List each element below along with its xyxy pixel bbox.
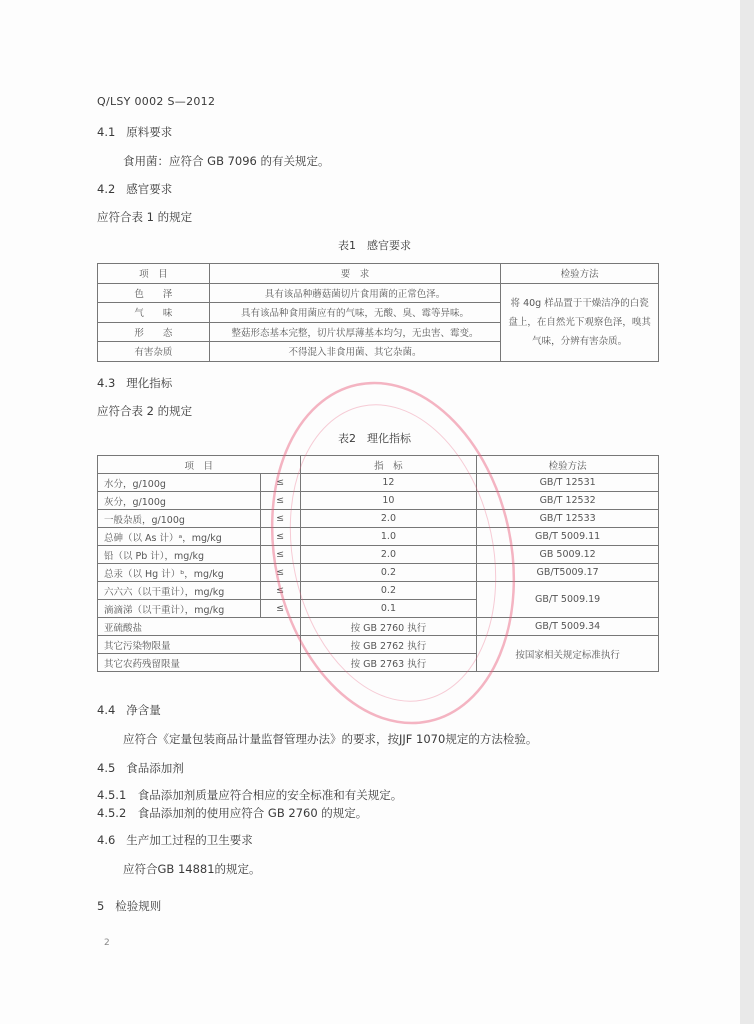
table-header-cell: 检验方法 bbox=[477, 456, 659, 474]
table2-caption: 表2 理化指标 bbox=[338, 432, 411, 445]
section-4-4-text: 应符合《定量包装商品计量监督管理办法》的要求，按JJF 1070规定的方法检验。 bbox=[123, 732, 538, 746]
table2-physicochemical bbox=[97, 455, 659, 672]
table-cell-requirement: 整菇形态基本完整，切片状厚薄基本均匀，无虫害、霉变。 bbox=[209, 322, 500, 342]
table-cell-item: 色 泽 bbox=[98, 283, 210, 303]
section-4-5-heading bbox=[97, 760, 184, 776]
table-cell-method: 按国家相关规定标准执行 bbox=[477, 636, 659, 672]
table-row bbox=[98, 283, 659, 303]
table-cell-symbol: ≤ bbox=[260, 600, 300, 618]
table-cell-item: 滴滴涕（以干重计），mg/kg bbox=[98, 600, 261, 618]
table-cell-value: 按 GB 2763 执行 bbox=[300, 654, 477, 672]
table-cell-method: GB/T5009.17 bbox=[477, 564, 659, 582]
section-number: 4.4 bbox=[97, 703, 116, 717]
section-number: 4.1 bbox=[97, 125, 116, 139]
table-row bbox=[98, 546, 659, 564]
table-cell-value: 12 bbox=[300, 474, 477, 492]
table-row bbox=[98, 492, 659, 510]
scan-edge bbox=[740, 0, 754, 1024]
table-cell-method: GB 5009.12 bbox=[477, 546, 659, 564]
table-cell-item: 六六六（以干重计），mg/kg bbox=[98, 582, 261, 600]
table-cell-item: 形 态 bbox=[98, 322, 210, 342]
section-title: 原料要求 bbox=[126, 125, 173, 139]
table-cell-value: 按 GB 2760 执行 bbox=[300, 618, 477, 636]
table-header-cell: 项 目 bbox=[98, 456, 301, 474]
table-cell-item: 其它农药残留限量 bbox=[98, 654, 301, 672]
table-row bbox=[98, 582, 659, 600]
table-cell-method: GB/T 5009.19 bbox=[477, 582, 659, 618]
table-cell-requirement: 具有该品种食用菌应有的气味，无酸、臭、霉等异味。 bbox=[209, 303, 500, 323]
table-cell-item: 灰分，g/100g bbox=[98, 492, 261, 510]
section-5-heading bbox=[97, 898, 161, 914]
table-cell-item: 水分，g/100g bbox=[98, 474, 261, 492]
table1-caption: 表1 感官要求 bbox=[338, 239, 411, 252]
table-cell-item: 一般杂质，g/100g bbox=[98, 510, 261, 528]
section-4-3-heading bbox=[97, 375, 172, 391]
table-header-row bbox=[98, 264, 659, 284]
table-cell-symbol: ≤ bbox=[260, 510, 300, 528]
table-cell-symbol: ≤ bbox=[260, 528, 300, 546]
section-4-3-note: 应符合表 2 的规定 bbox=[97, 404, 193, 418]
section-number: 4.2 bbox=[97, 182, 116, 196]
table-cell-method: GB/T 12531 bbox=[477, 474, 659, 492]
section-title: 检验规则 bbox=[115, 899, 162, 913]
table-cell-value: 0.2 bbox=[300, 564, 477, 582]
section-4-4-heading bbox=[97, 702, 161, 718]
table1-sensory bbox=[97, 263, 659, 362]
table-cell-symbol: ≤ bbox=[260, 474, 300, 492]
table-row bbox=[98, 564, 659, 582]
section-4-2-note: 应符合表 1 的规定 bbox=[97, 210, 193, 224]
section-4-2-heading bbox=[97, 181, 172, 197]
table-cell-symbol: ≤ bbox=[260, 582, 300, 600]
table-cell-value: 0.2 bbox=[300, 582, 477, 600]
section-title: 食品添加剂 bbox=[126, 761, 184, 775]
table-row bbox=[98, 528, 659, 546]
table-cell-method: 将 40g 样品置于干燥洁净的白瓷盘上，在自然光下观察色泽，嗅其气味，分辨有害杂质。 bbox=[501, 283, 659, 361]
table-cell-item: 总砷（以 As 计）ᵃ，mg/kg bbox=[98, 528, 261, 546]
section-title: 感官要求 bbox=[126, 182, 173, 196]
section-number: 4.5 bbox=[97, 761, 116, 775]
table-cell-method: GB/T 5009.11 bbox=[477, 528, 659, 546]
table-cell-method: GB/T 12533 bbox=[477, 510, 659, 528]
section-number: 5 bbox=[97, 899, 105, 913]
table-cell-value: 1.0 bbox=[300, 528, 477, 546]
section-4-1-text: 食用菌：应符合 GB 7096 的有关规定。 bbox=[123, 154, 330, 168]
table-cell-item: 铅（以 Pb 计），mg/kg bbox=[98, 546, 261, 564]
page-number: 2 bbox=[104, 938, 110, 948]
document-number: Q/LSY 0002 S—2012 bbox=[97, 95, 216, 108]
table-cell-symbol: ≤ bbox=[260, 564, 300, 582]
table-cell-value: 2.0 bbox=[300, 510, 477, 528]
table-cell-value: 2.0 bbox=[300, 546, 477, 564]
table-cell-symbol: ≤ bbox=[260, 492, 300, 510]
section-4-6-text: 应符合GB 14881的规定。 bbox=[123, 862, 261, 876]
section-title: 理化指标 bbox=[126, 376, 173, 390]
table-row bbox=[98, 636, 659, 654]
table-header-cell: 项 目 bbox=[98, 264, 210, 284]
table-cell-value: 按 GB 2762 执行 bbox=[300, 636, 477, 654]
table-cell-item: 总汞（以 Hg 计）ᵇ，mg/kg bbox=[98, 564, 261, 582]
table-cell-method: GB/T 12532 bbox=[477, 492, 659, 510]
table-cell-item: 有害杂质 bbox=[98, 342, 210, 362]
table-cell-item: 其它污染物限量 bbox=[98, 636, 301, 654]
table-header-cell: 检验方法 bbox=[501, 264, 659, 284]
table-cell-value: 10 bbox=[300, 492, 477, 510]
section-number: 4.3 bbox=[97, 376, 116, 390]
table-cell-requirement: 具有该品种蘑菇菌切片食用菌的正常色泽。 bbox=[209, 283, 500, 303]
table-header-cell: 指 标 bbox=[300, 456, 477, 474]
table-row bbox=[98, 474, 659, 492]
section-4-5-1: 4.5.1 食品添加剂质量应符合相应的安全标准和有关规定。 bbox=[97, 788, 403, 802]
table-row bbox=[98, 618, 659, 636]
table-header-row bbox=[98, 456, 659, 474]
section-title: 净含量 bbox=[126, 703, 161, 717]
table-cell-symbol: ≤ bbox=[260, 546, 300, 564]
table-cell-requirement: 不得混入非食用菌、其它杂菌。 bbox=[209, 342, 500, 362]
section-4-1-heading bbox=[97, 124, 172, 140]
table-cell-value: 0.1 bbox=[300, 600, 477, 618]
table-cell-item: 亚硫酸盐 bbox=[98, 618, 301, 636]
table-header-cell: 要 求 bbox=[209, 264, 500, 284]
table-cell-method: GB/T 5009.34 bbox=[477, 618, 659, 636]
section-number: 4.6 bbox=[97, 833, 116, 847]
table-cell-item: 气 味 bbox=[98, 303, 210, 323]
section-title: 生产加工过程的卫生要求 bbox=[126, 833, 253, 847]
section-4-6-heading bbox=[97, 832, 253, 848]
section-4-5-2: 4.5.2 食品添加剂的使用应符合 GB 2760 的规定。 bbox=[97, 806, 368, 820]
table-row bbox=[98, 510, 659, 528]
